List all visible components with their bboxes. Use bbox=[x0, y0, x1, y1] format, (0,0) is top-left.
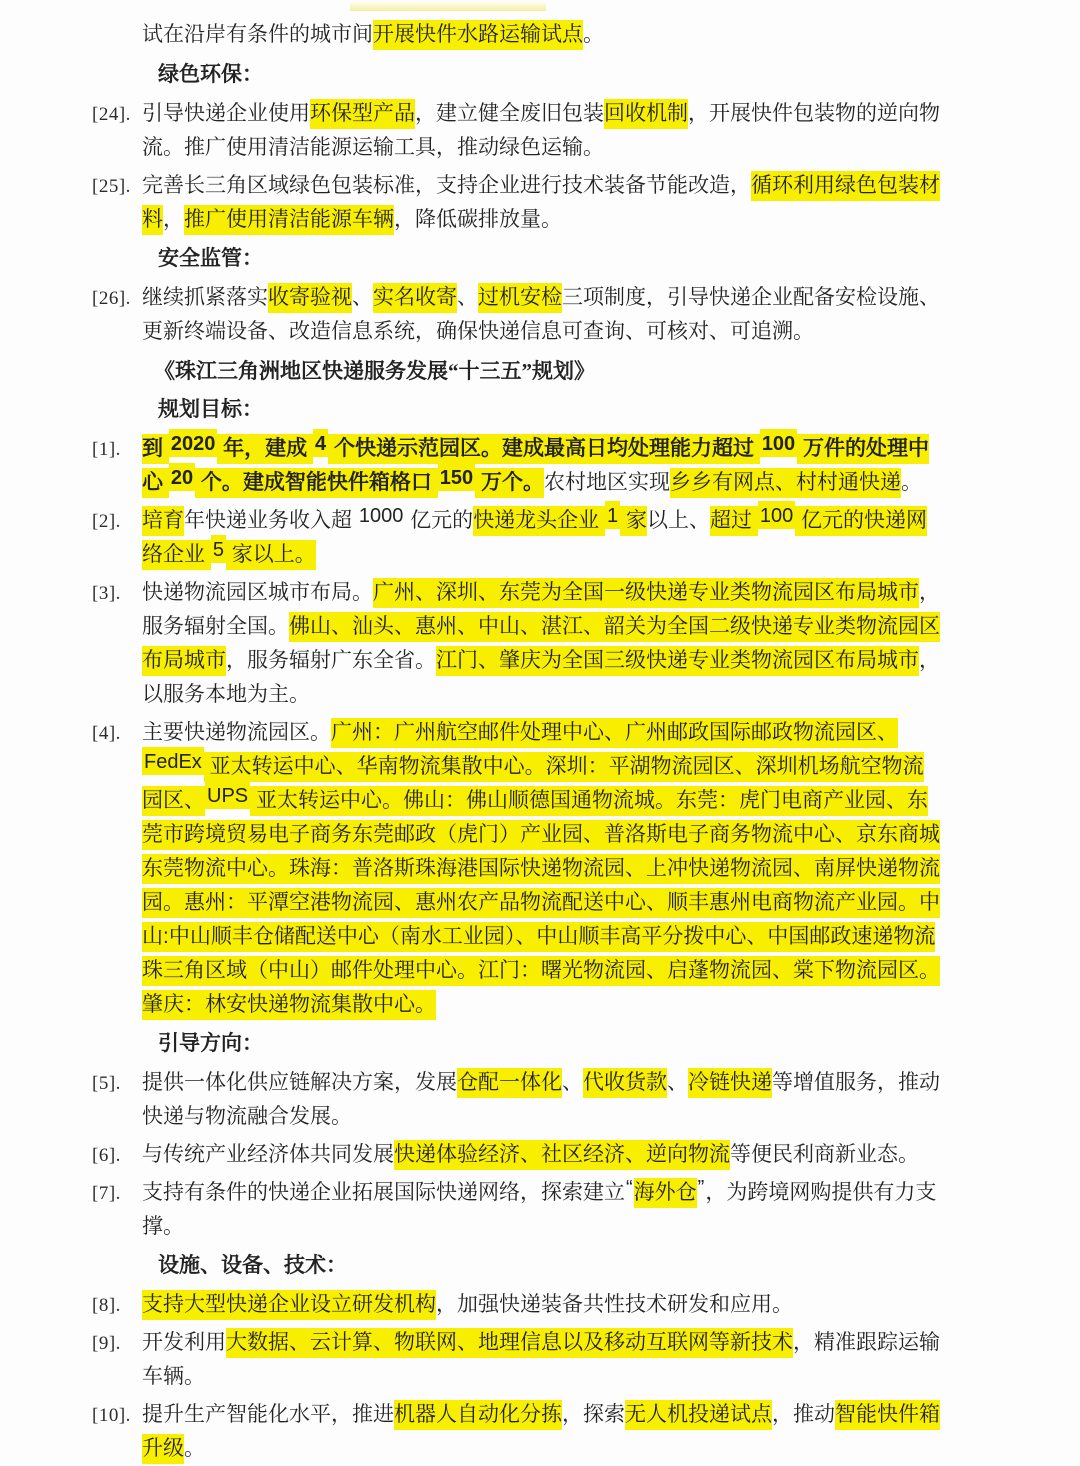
text-run: 规划目标： bbox=[158, 398, 263, 421]
item-10 bbox=[92, 1398, 942, 1466]
highlighted-text: 快递龙头企业 bbox=[473, 506, 605, 536]
paragraph-text bbox=[154, 359, 595, 383]
text-run: ，降低碳排放量。 bbox=[394, 208, 562, 231]
highlighted-text: 家 bbox=[620, 506, 647, 536]
text-run: 主要快递物流园区。 bbox=[142, 721, 331, 744]
item-1 bbox=[92, 432, 942, 500]
paragraph-text bbox=[142, 721, 940, 1016]
paragraph-text bbox=[142, 1400, 940, 1464]
highlighted-text: 2020 bbox=[169, 429, 218, 457]
highlighted-text: UPS bbox=[205, 781, 250, 809]
highlight-remnant-strip bbox=[350, 2, 546, 11]
highlighted-text: 万个。 bbox=[475, 468, 544, 498]
text-run: 、 bbox=[352, 286, 373, 309]
item-24 bbox=[92, 97, 942, 165]
highlighted-text: 100 bbox=[760, 429, 797, 457]
text-run: 。 bbox=[583, 23, 604, 46]
text-run: 试在沿岸有条件的城市间 bbox=[142, 23, 373, 46]
item-6 bbox=[92, 1138, 942, 1172]
item-25 bbox=[92, 169, 942, 237]
item-number: [25]. bbox=[92, 176, 131, 197]
text-run: “ bbox=[626, 1177, 633, 1199]
paragraph-text bbox=[142, 1328, 940, 1388]
text-run: 支持有条件的快递企业拓展国际快递网络，探索建立 bbox=[142, 1181, 625, 1204]
document-body bbox=[92, 0, 942, 1466]
text-run: 三项制度，引导快递企业配备安检设施、更新终端设备、改造信息系统，确保快递信息可查询、可核对、可追溯。 bbox=[142, 286, 940, 343]
highlighted-text: 4 bbox=[313, 429, 328, 457]
paragraph-continuation bbox=[92, 18, 942, 52]
highlighted-text: 到 bbox=[142, 434, 169, 464]
item-number: [9]. bbox=[92, 1333, 121, 1354]
paragraph-text bbox=[142, 171, 940, 235]
highlighted-text: 支持大型快递企业设立研发机构 bbox=[142, 1290, 436, 1320]
highlighted-text: 回收机制 bbox=[604, 99, 688, 129]
text-run: 快递物流园区城市布局。 bbox=[142, 581, 373, 604]
highlighted-text: 培育 bbox=[142, 506, 184, 536]
paragraph-text bbox=[158, 1254, 347, 1277]
text-run: 以上、 bbox=[647, 509, 710, 532]
paragraph-text bbox=[158, 398, 263, 421]
text-run: 安全监管： bbox=[158, 247, 263, 270]
text-run: 年快递业务收入超 bbox=[184, 509, 358, 532]
paragraph-text bbox=[142, 99, 940, 159]
highlighted-text: 100 bbox=[758, 501, 795, 529]
highlighted-text: 仓配一体化 bbox=[457, 1068, 562, 1098]
text-run: 。 bbox=[184, 1437, 205, 1460]
section-heading-guidance bbox=[92, 1027, 942, 1061]
highlighted-text: 亚太转运中心、华南物流集散中心。深圳：平湖物流园区、深圳机场航空物流园区、 bbox=[142, 752, 924, 816]
item-4 bbox=[92, 716, 942, 1022]
highlighted-text: 20 bbox=[169, 463, 195, 491]
item-2 bbox=[92, 504, 942, 572]
highlighted-text: 亿元的快递网络企业 bbox=[142, 506, 927, 570]
text-run: ， bbox=[163, 208, 184, 231]
text-run: ，为跨境网购提供有力支撑。 bbox=[142, 1181, 937, 1238]
text-run: 、 bbox=[562, 1071, 583, 1094]
item-5 bbox=[92, 1066, 942, 1134]
item-3 bbox=[92, 576, 942, 712]
text-run: 、 bbox=[457, 286, 478, 309]
paragraph-text bbox=[142, 283, 940, 343]
paragraph-text bbox=[142, 1177, 937, 1238]
item-7 bbox=[92, 1176, 942, 1244]
item-number: [8]. bbox=[92, 1295, 121, 1316]
item-number: [7]. bbox=[92, 1183, 121, 1204]
highlighted-text: 机器人自动化分拣 bbox=[394, 1400, 562, 1430]
highlighted-text: 个。 bbox=[195, 468, 243, 498]
item-number: [1]. bbox=[92, 439, 121, 460]
paragraph-text bbox=[158, 247, 263, 270]
text-run: ，建立健全废旧包装 bbox=[415, 102, 604, 125]
paragraph-text bbox=[142, 20, 604, 50]
highlighted-text: 家以上。 bbox=[226, 540, 316, 570]
text-run: 等便民利商新业态。 bbox=[730, 1143, 919, 1166]
highlighted-text: 广州：广州航空邮件处理中心、广州邮政国际邮政物流园区、 bbox=[331, 718, 898, 748]
paragraph-text bbox=[142, 1140, 919, 1170]
item-number: [2]. bbox=[92, 511, 121, 532]
text-run: ，加强快递装备共性技术研发和应用。 bbox=[436, 1293, 793, 1316]
section-heading-facilities bbox=[92, 1249, 942, 1283]
paragraph-text bbox=[142, 505, 928, 566]
highlighted-text: 实名收寄 bbox=[373, 283, 457, 313]
text-run: 1000 bbox=[358, 505, 404, 527]
section-heading-goals bbox=[92, 393, 942, 427]
item-number: [3]. bbox=[92, 583, 121, 604]
text-run: 亿元的 bbox=[404, 509, 474, 532]
highlighted-text: 超过 bbox=[710, 506, 758, 536]
text-run: ，开展快件包装物的逆向物流。推广使用清洁能源运输工具，推动绿色运输。 bbox=[142, 102, 940, 159]
paragraph-text bbox=[142, 578, 940, 706]
text-run: 完善长三角区域绿色包装标准，支持企业进行技术装备节能改造， bbox=[142, 174, 751, 197]
text-run: ” bbox=[697, 1177, 705, 1199]
text-run: 提升生产智能化水平，推进 bbox=[142, 1403, 394, 1426]
highlighted-text: 收寄验视 bbox=[268, 283, 352, 313]
item-number: [6]. bbox=[92, 1145, 121, 1166]
text-run: 《珠江三角洲地区快递服务发展“十三五”规划》 bbox=[154, 359, 595, 383]
item-9 bbox=[92, 1326, 942, 1394]
paragraph-text bbox=[142, 1290, 793, 1320]
highlighted-text: 年，建成 bbox=[217, 434, 313, 464]
highlighted-text: 佛山、汕头、惠州、中山、湛江、韶关为全国二级快递专业类物流园区布局城市 bbox=[142, 612, 940, 676]
highlighted-text: 循环利用绿色包装材料 bbox=[142, 171, 940, 235]
section-heading-safety bbox=[92, 242, 942, 276]
highlighted-text: 1 bbox=[605, 501, 620, 529]
highlighted-text: 无人机投递试点 bbox=[625, 1400, 772, 1430]
highlighted-text: 海外仓 bbox=[634, 1178, 697, 1208]
highlighted-text: 亚太转运中心。佛山：佛山顺德国通物流城。东莞：虎门电商产业园、东莞市跨境贸易电子商务东莞邮政（虎门）产业园、普洛斯电子商务物流中心、京东商城东莞物流中心。珠海：普洛斯珠海港国际快递物流园、上冲快递物流园、南屏快递物流园。惠州：平潭空港物流园、惠州农产品物流配送中心、顺丰惠州电商物流产业园。中山:中山顺丰仓储配送中心（南水工业园）、中山顺丰高平分拨中心、中国邮政速递物流珠三角区域（中山）邮件处理中心。江门：曙光物流园、启蓬物流园、棠下物流园区。肇庆：林安快递物流集散中心。 bbox=[142, 786, 940, 1020]
paragraph-text bbox=[142, 433, 930, 494]
text-run: 农村地区实现 bbox=[544, 471, 670, 494]
text-run: ，探索 bbox=[562, 1403, 625, 1426]
highlighted-text: 大数据、云计算、物联网、地理信息以及移动互联网等新技术 bbox=[226, 1328, 793, 1358]
highlighted-text: 开展快件水路运输试点 bbox=[373, 20, 583, 50]
highlighted-text: 乡乡有网点、村村通快递 bbox=[670, 468, 901, 498]
highlighted-text: 万件的处理中心 bbox=[142, 434, 929, 498]
highlighted-text: 广州、深圳、东莞为全国一级快递专业类物流园区布局城市 bbox=[373, 578, 919, 608]
item-number: [10]. bbox=[92, 1405, 131, 1426]
item-number: [5]. bbox=[92, 1073, 121, 1094]
item-26 bbox=[92, 281, 942, 349]
item-number: [4]. bbox=[92, 723, 121, 744]
highlighted-text: FedEx bbox=[142, 747, 204, 775]
highlighted-text: 代收货款 bbox=[583, 1068, 667, 1098]
text-run: 设施、设备、技术： bbox=[158, 1254, 347, 1277]
text-run: 等增值服务，推动快递与物流融合发展。 bbox=[142, 1071, 940, 1128]
highlighted-text: 快递体验经济、社区经济、逆向物流 bbox=[394, 1140, 730, 1170]
highlighted-text: 建成智能快件箱格口 bbox=[243, 468, 438, 498]
highlighted-text: 智能快件箱升级 bbox=[142, 1400, 940, 1464]
text-run: 。 bbox=[901, 471, 922, 494]
text-run: 与传统产业经济体共同发展 bbox=[142, 1143, 394, 1166]
highlighted-text: 个快递示范园区。建成最高日均处理能力超过 bbox=[328, 434, 760, 464]
highlighted-text: 环保型产品 bbox=[310, 99, 415, 129]
item-number: [24]. bbox=[92, 104, 131, 125]
section-heading-green-env bbox=[92, 58, 942, 92]
text-run: 开发利用 bbox=[142, 1331, 226, 1354]
text-run: 提供一体化供应链解决方案，发展 bbox=[142, 1071, 457, 1094]
paragraph-text bbox=[158, 1032, 263, 1055]
highlighted-text: 推广使用清洁能源车辆 bbox=[184, 205, 394, 235]
paragraph-text bbox=[158, 63, 263, 86]
paragraph-text bbox=[142, 1068, 940, 1128]
text-run: ，以服务本地为主。 bbox=[142, 649, 940, 706]
text-run: 、 bbox=[667, 1071, 688, 1094]
text-run: 引导方向： bbox=[158, 1032, 263, 1055]
text-run: ，精准跟踪运输车辆。 bbox=[142, 1331, 940, 1388]
highlighted-text: 江门、肇庆为全国三级快递专业类物流园区布局城市 bbox=[436, 646, 919, 676]
highlighted-text: 150 bbox=[438, 463, 475, 491]
highlighted-text: 5 bbox=[211, 535, 226, 563]
text-run: 继续抓紧落实 bbox=[142, 286, 268, 309]
text-run: ，服务辐射广东全省。 bbox=[226, 649, 436, 672]
text-run: 绿色环保： bbox=[158, 63, 263, 86]
highlighted-text: 冷链快递 bbox=[688, 1068, 772, 1098]
item-number: [26]. bbox=[92, 288, 131, 309]
highlighted-text: 过机安检 bbox=[478, 283, 562, 313]
item-8 bbox=[92, 1288, 942, 1322]
text-run: 引导快递企业使用 bbox=[142, 102, 310, 125]
text-run: ，推动 bbox=[772, 1403, 835, 1426]
text-run: ，服务辐射全国。 bbox=[142, 581, 940, 638]
document-title bbox=[92, 354, 942, 388]
